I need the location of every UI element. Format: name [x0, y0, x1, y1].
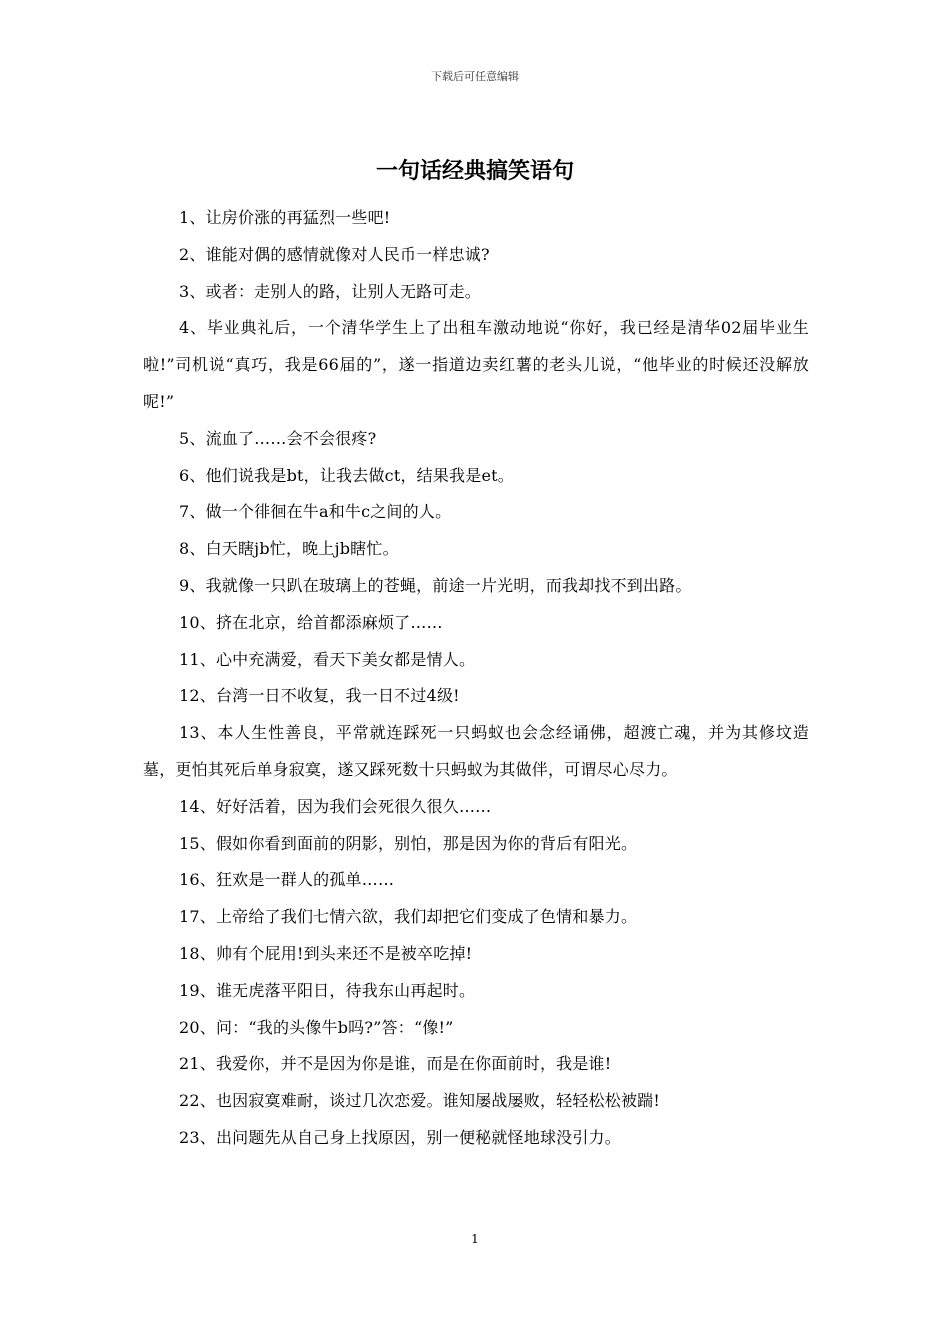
list-item: 20、问：“我的头像牛b吗?”答：“像!” — [179, 1017, 454, 1037]
page-number: 1 — [471, 1232, 479, 1246]
list-item: 21、我爱你，并不是因为你是谁，而是在你面前时，我是谁! — [179, 1054, 612, 1074]
list-item: 4、毕业典礼后，一个清华学生上了出租车激动地说“你好，我已经是清华02届毕业生啦!”司机说“真巧，我是66届的”，遂一指道边卖红薯的老头儿说，“他毕业的时候还没解放呢!” — [143, 318, 809, 411]
list-item: 12、台湾一日不收复，我一日不过4级! — [179, 686, 460, 706]
list-item: 10、挤在北京，给首都添麻烦了…… — [179, 612, 443, 632]
list-item: 15、假如你看到面前的阴影，别怕，那是因为你的背后有阳光。 — [179, 833, 638, 853]
document-title: 一句话经典搞笑语句 — [375, 158, 574, 184]
header-note: 下载后可任意编辑 — [431, 70, 519, 83]
list-item: 17、上帝给了我们七情六欲，我们却把它们变成了色情和暴力。 — [179, 907, 638, 927]
list-item: 9、我就像一只趴在玻璃上的苍蝇，前途一片光明，而我却找不到出路。 — [179, 575, 692, 595]
list-item: 13、本人生性善良，平常就连踩死一只蚂蚁也会念经诵佛，超渡亡魂，并为其修坟造墓，更怕其死后单身寂寞，遂又踩死数十只蚂蚁为其做伴，可谓尽心尽力。 — [143, 723, 809, 779]
list-item: 22、也因寂寞难耐，谈过几次恋爱。谁知屡战屡败，轻轻松松被踹! — [179, 1091, 660, 1111]
list-item: 5、流血了……会不会很疼? — [179, 428, 377, 448]
list-item: 1、让房价涨的再猛烈一些吧! — [179, 208, 391, 227]
list-item: 23、出问题先从自己身上找原因，别一便秘就怪地球没引力。 — [179, 1127, 621, 1147]
list-item: 11、心中充满爱，看天下美女都是情人。 — [179, 649, 476, 669]
list-item: 16、狂欢是一群人的孤单…… — [179, 870, 395, 890]
list-item: 6、他们说我是bt，让我去做ct，结果我是et。 — [179, 465, 514, 485]
list-item: 14、好好活着，因为我们会死很久很久…… — [179, 796, 492, 816]
list-item: 3、或者：走别人的路，让别人无路可走。 — [179, 281, 481, 301]
list-item: 8、白天瞎jb忙，晚上jb瞎忙。 — [179, 539, 399, 559]
list-item: 19、谁无虎落平阳日，待我东山再起时。 — [179, 980, 476, 1000]
list-item: 2、谁能对偶的感情就像对人民币一样忠诚? — [179, 244, 490, 264]
list-item: 7、做一个徘徊在牛a和牛c之间的人。 — [179, 502, 452, 522]
document-body — [143, 200, 809, 1157]
list-item: 18、帅有个屁用!到头来还不是被卒吃掉! — [179, 943, 473, 963]
